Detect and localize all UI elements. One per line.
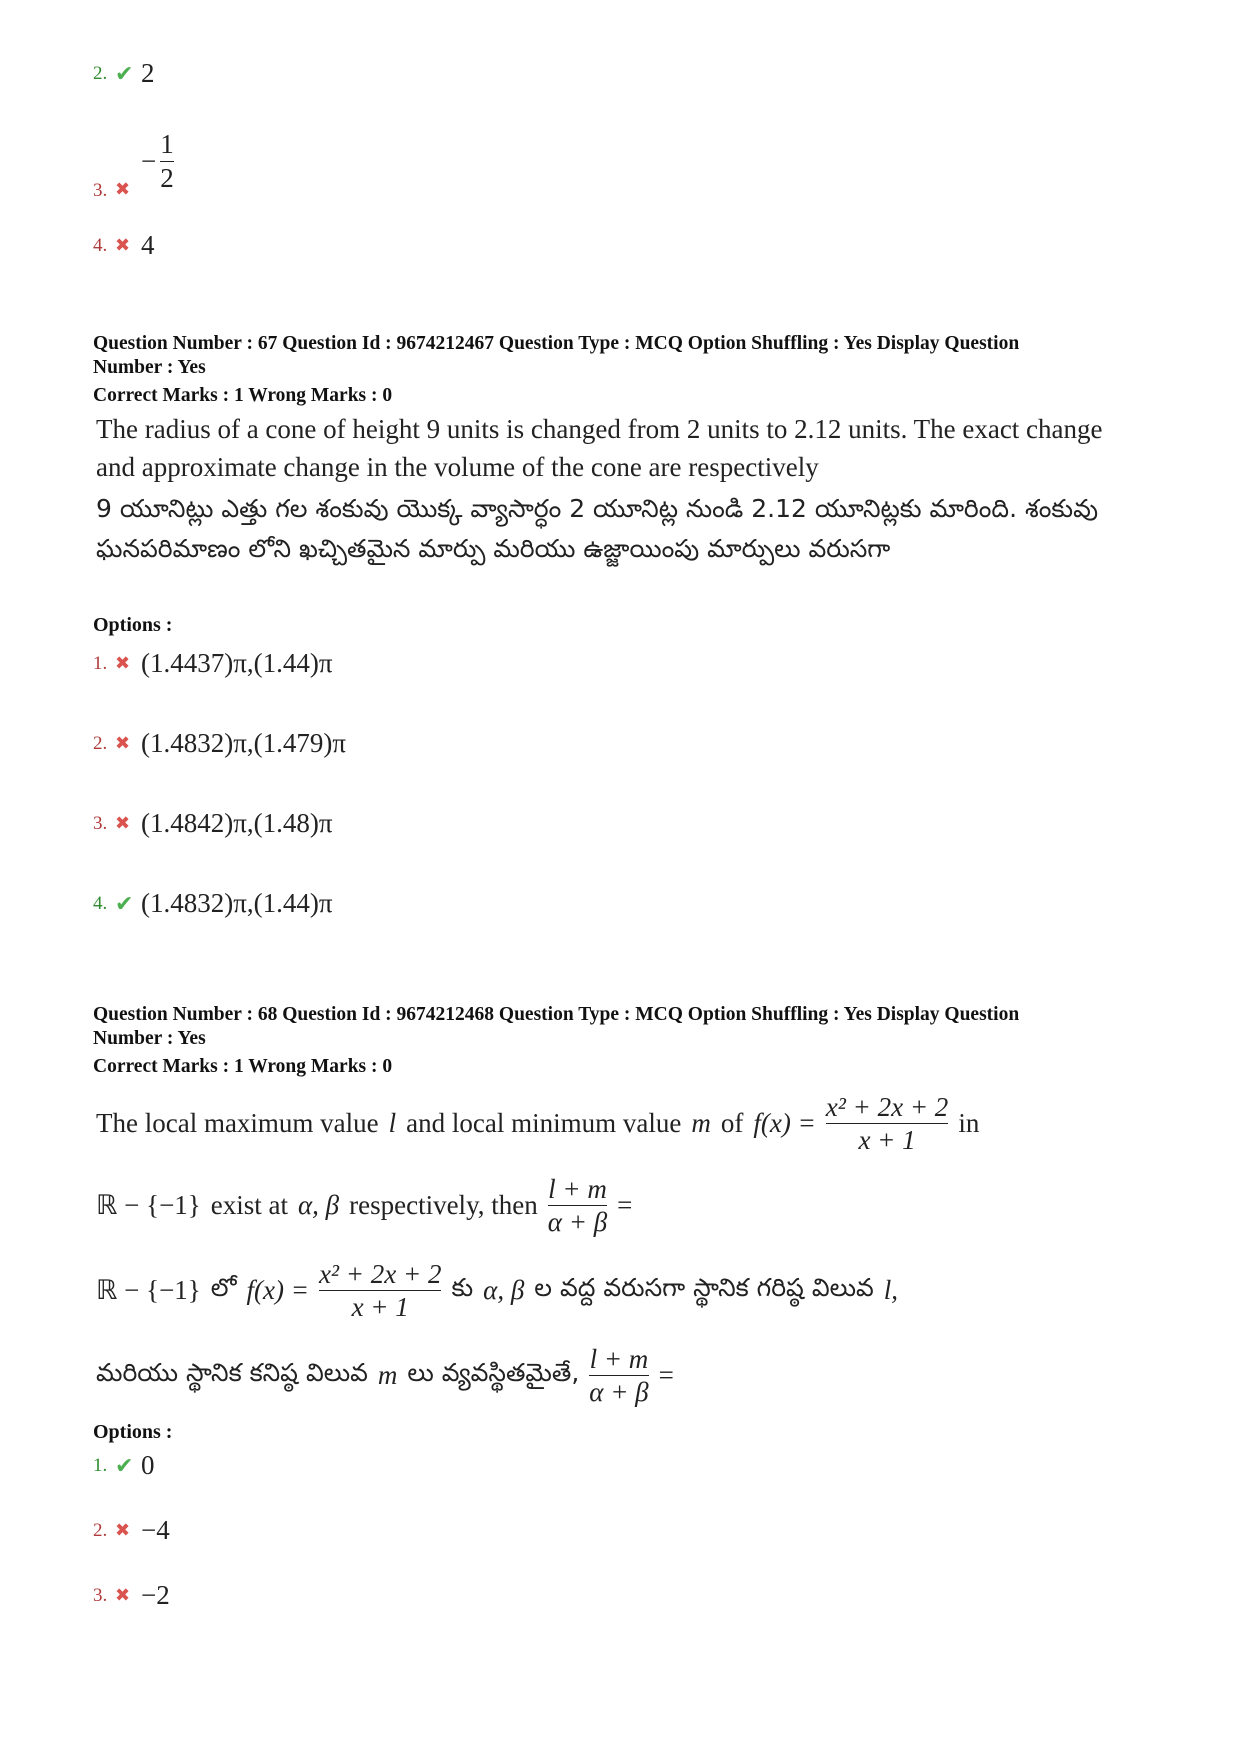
question-text-english: The radius of a cone of height 9 units is changed from 2 units to 2.12 units. The exact change and approximate change in the volume of the cone are respectively xyxy=(96,414,1103,482)
equals: = xyxy=(658,1360,674,1391)
check-icon: ✔ xyxy=(115,890,134,916)
minus-sign: − xyxy=(141,145,157,176)
option-number: 3. xyxy=(93,1584,108,1606)
alpha-beta: α, β xyxy=(298,1190,340,1221)
option-1 xyxy=(93,648,332,679)
numerator: 1 xyxy=(160,129,174,160)
fraction-fx xyxy=(319,1260,442,1322)
option-value: (1.4832)π,(1.44)π xyxy=(141,888,333,918)
option-value: 4 xyxy=(141,230,155,260)
option-number: 2. xyxy=(93,62,108,84)
option-number: 2. xyxy=(93,732,108,754)
option-number: 1. xyxy=(93,1454,108,1476)
text: of xyxy=(720,1108,744,1139)
cross-icon: ✖ xyxy=(115,653,131,673)
option-value: (1.4437)π,(1.44)π xyxy=(141,648,333,678)
check-icon: ✔ xyxy=(115,60,134,86)
variable-m: m xyxy=(691,1108,711,1139)
numerator: l + m xyxy=(548,1174,607,1204)
option-value: (1.4832)π,(1.479)π xyxy=(141,728,346,758)
option-value: −2 xyxy=(141,1580,170,1610)
variable-m: m xyxy=(377,1360,398,1391)
question-line-2 xyxy=(96,1175,632,1237)
denominator: α + β xyxy=(589,1377,649,1408)
option-number: 4. xyxy=(93,234,108,256)
header-line-1: Question Number : 68 Question Id : 9674212468 Question Type : MCQ Option Shuffling : Yes Display Question xyxy=(93,1004,1020,1025)
header-line-1: Question Number : 67 Question Id : 9674212467 Question Type : MCQ Option Shuffling : Yes Display Question xyxy=(93,333,1020,354)
question-text-telugu: 9 యూనిట్లు ఎత్తు గల శంకువు యొక్క వ్యాసార్ధం 2 యూనిట్ల నుండి 2.12 యూనిట్లకు మారింది. శంకువు ఘనపరిమాణం లోని ఖచ్చితమైన మార్పు మరియు ఉజ్జాయింపు మార్పులు వరుసగా xyxy=(96,494,1099,563)
option-number: 3. xyxy=(93,180,108,201)
option-value: 0 xyxy=(141,1450,155,1480)
fraction-ratio xyxy=(589,1345,648,1407)
fraction-ratio xyxy=(548,1175,607,1237)
option-number: 3. xyxy=(93,812,108,834)
cross-icon: ✖ xyxy=(115,733,131,753)
numerator: x² + 2x + 2 xyxy=(825,1092,949,1122)
question-line-te-2 xyxy=(96,1345,674,1407)
cross-icon: ✖ xyxy=(115,235,131,255)
cross-icon: ✖ xyxy=(115,1585,131,1605)
function-f: f(x) = xyxy=(753,1108,816,1139)
option-number: 4. xyxy=(93,892,108,914)
set-notation: ℝ − {−1} xyxy=(96,1190,201,1221)
option-number: 1. xyxy=(93,652,108,674)
set-notation: ℝ − {−1} xyxy=(96,1275,201,1306)
marks-line: Correct Marks : 1 Wrong Marks : 0 xyxy=(93,385,393,406)
option-2 xyxy=(93,1515,170,1546)
header-line-2: Number : Yes xyxy=(93,1028,206,1049)
text: కు xyxy=(451,1272,474,1302)
text: respectively, then xyxy=(349,1190,538,1221)
cross-icon: ✖ xyxy=(115,1520,131,1540)
option-3 xyxy=(93,1580,170,1611)
option-value: −4 xyxy=(141,1515,170,1545)
option-1 xyxy=(93,1450,155,1481)
option-value: 2 xyxy=(141,58,155,88)
text: లు వ్యవస్థితమైతే, xyxy=(407,1357,580,1387)
variable-l: l xyxy=(388,1108,397,1139)
denominator: 2 xyxy=(160,162,174,193)
options-label: Options : xyxy=(93,1421,173,1443)
question-line-te-1 xyxy=(96,1260,898,1322)
denominator: x + 1 xyxy=(351,1292,409,1323)
text: The local maximum value xyxy=(96,1108,379,1139)
denominator: α + β xyxy=(547,1207,608,1238)
option-2 xyxy=(93,58,155,89)
option-4 xyxy=(93,888,332,919)
text: మరియు స్థానిక కనిష్ఠ విలువ xyxy=(96,1357,368,1387)
numerator: x² + 2x + 2 xyxy=(318,1259,442,1289)
text: and local minimum value xyxy=(406,1108,682,1139)
option-3 xyxy=(93,808,332,839)
text: in xyxy=(958,1108,980,1139)
variable-l: l, xyxy=(883,1275,899,1306)
text: exist at xyxy=(210,1190,288,1221)
options-label: Options : xyxy=(93,614,173,636)
alpha-beta: α, β xyxy=(483,1275,525,1306)
equals: = xyxy=(617,1190,633,1221)
header-line-2: Number : Yes xyxy=(93,357,206,378)
denominator: x + 1 xyxy=(858,1125,916,1156)
numerator: l + m xyxy=(589,1344,649,1374)
option-number: 2. xyxy=(93,1519,108,1541)
option-3 xyxy=(93,120,174,202)
question-header xyxy=(93,1003,1153,1079)
option-2 xyxy=(93,728,346,759)
check-icon: ✔ xyxy=(115,1452,134,1478)
marks-line: Correct Marks : 1 Wrong Marks : 0 xyxy=(93,1056,393,1077)
fraction xyxy=(160,130,174,192)
question-header xyxy=(93,332,1153,408)
cross-icon: ✖ xyxy=(115,813,131,833)
text: ల వద్ద వరుసగా స్థానిక గరిష్ఠ విలువ xyxy=(534,1272,874,1302)
text: లో xyxy=(210,1272,237,1302)
option-value: (1.4842)π,(1.48)π xyxy=(141,808,333,838)
function-f: f(x) = xyxy=(246,1275,309,1306)
option-4 xyxy=(93,230,155,261)
cross-icon: ✖ xyxy=(115,178,131,199)
fraction-fx xyxy=(826,1093,949,1155)
question-line-1 xyxy=(96,1093,979,1155)
